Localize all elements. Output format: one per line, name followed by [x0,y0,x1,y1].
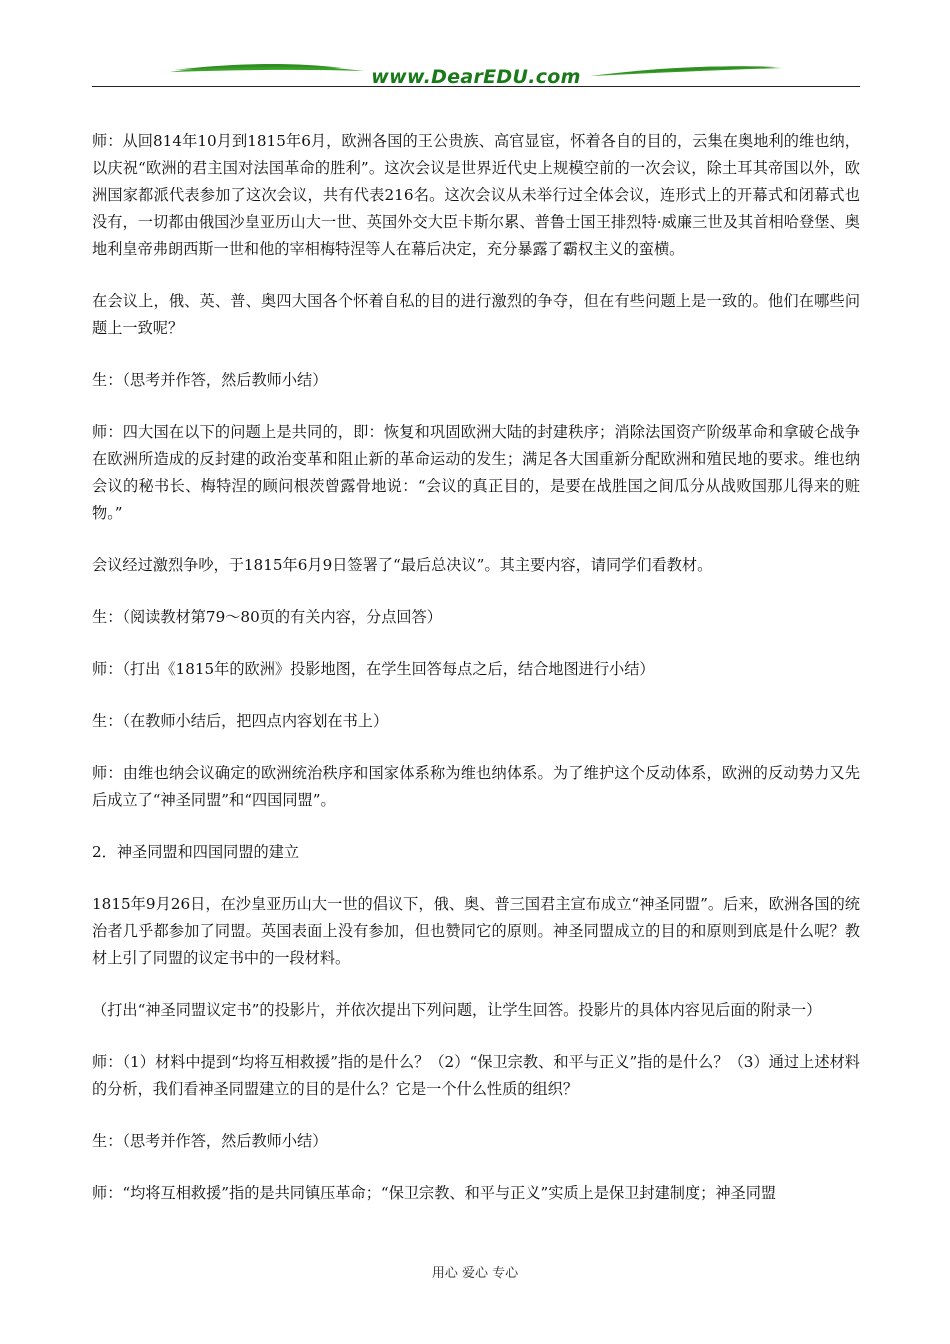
paragraph-2: 在会议上，俄、英、普、奥四大国各个怀着自私的目的进行激烈的争夺，但在有些问题上是一致的。他们在哪些问题上一致呢？ [92,292,860,337]
paragraph-7: 师：（打出《1815年的欧洲》投影地图，在学生回答每点之后，结合地图进行小结） [92,660,655,678]
section-heading: 2．神圣同盟和四国同盟的建立 [92,843,300,861]
paragraph-6: 生：（阅读教材第79～80页的有关内容，分点回答） [92,608,442,626]
paragraph-13: 师：（1）材料中提到“均将互相救援”指的是什么？（2）“保卫宗教、和平与正义”指的是什么？（3）通过上述材料的分析，我们看神圣同盟建立的目的是什么？它是一个什么性质的组织？ [92,1053,860,1098]
site-logo-text: www.DearEDU.com [371,66,581,88]
paragraph-3: 生：（思考并作答，然后教师小结） [92,371,328,389]
document-body [92,128,860,1207]
page-footer: 用心 爱心 专心 [431,1266,519,1281]
paragraph-14: 生：（思考并作答，然后教师小结） [92,1132,328,1150]
paragraph-12: （打出“神圣同盟议定书”的投影片，并依次提出下列问题，让学生回答。投影片的具体内容见后面的附录一） [92,1001,822,1019]
header-rule [92,86,860,87]
paragraph-1: 师：从回814年10月到1815年6月，欧洲各国的王公贵族、高官显宦，怀着各自的目的，云集在奥地利的维也纳，以庆祝“欧洲的君主国对法国革命的胜利”。这次会议是世界近代史上规模空前的一次会议，除土耳其帝国以外，欧洲国家都派代表参加了这次会议，共有代表216名。这次会议从未举行过全体会议，连形式上的开幕式和闭幕式也没有，一切都由俄国沙皇亚历山大一世、英国外交大臣卡斯尔累、普鲁士国王排烈特·威廉三世及其首相哈登堡、奥地利皇帝弗朗西斯一世和他的宰相梅特涅等人在幕后决定，充分暴露了霸权主义的蛮横。 [92,132,860,258]
page-header [92,50,860,98]
paragraph-8: 生：（在教师小结后，把四点内容划在书上） [92,712,389,730]
paragraph-11: 1815年9月26日，在沙皇亚历山大一世的倡议下，俄、奥、普三国君主宣布成立“神圣同盟”。后来，欧洲各国的统治者几乎都参加了同盟。英国表面上没有参加，但也赞同它的原则。神圣同盟成立的目的和原则到底是什么呢？教材上引了同盟的议定书中的一段材料。 [92,895,860,967]
paragraph-15: 师：“均将互相救援”指的是共同镇压革命；“保卫宗教、和平与正义”实质上是保卫封建制度；神圣同盟 [92,1184,777,1202]
paragraph-9: 师：由维也纳会议确定的欧洲统治秩序和国家体系称为维也纳体系。为了维护这个反动体系，欧洲的反动势力又先后成立了“神圣同盟”和“四国同盟”。 [92,764,860,809]
paragraph-4: 师：四大国在以下的问题上是共同的，即：恢复和巩固欧洲大陆的封建秩序；消除法国资产阶级革命和拿破仑战争在欧洲所造成的反封建的政治变革和阻止新的革命运动的发生；满足各大国重新分配欧洲和殖民地的要求。维也纳会议的秘书长、梅特涅的顾问根茨曾露骨地说：“会议的真正目的，是要在战胜国之间瓜分从战败国那儿得来的赃物。” [92,423,860,522]
paragraph-5: 会议经过激烈争吵，于1815年6月9日签署了“最后总决议”。其主要内容，请同学们看教材。 [92,556,713,574]
